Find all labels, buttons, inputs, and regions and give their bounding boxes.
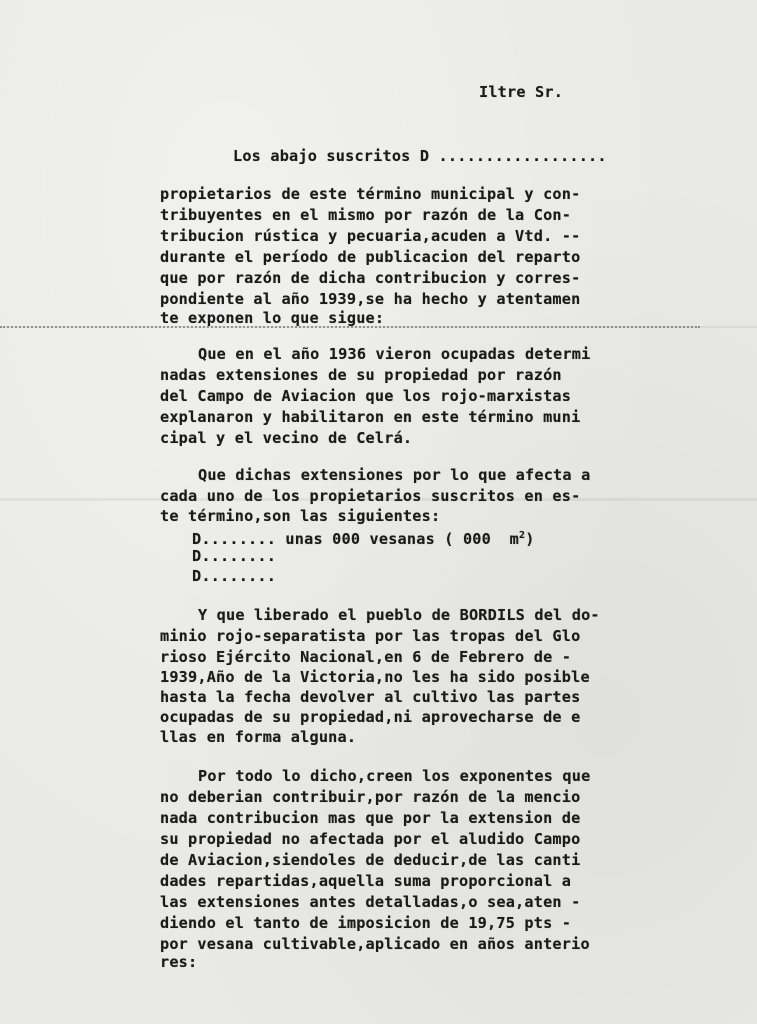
para2-item-2: D........ (192, 547, 277, 565)
para4-line-6: dades repartidas,aquella suma proporcional a (160, 872, 572, 890)
intro-line-5: durante el período de publicacion del reparto (160, 248, 581, 266)
para2-item-3: D........ (192, 567, 277, 585)
para4-line-2: no deberian contribuir,por razón de la mencio (160, 788, 581, 806)
para3-line-2: minio rojo-separatista por las tropas del Glo (160, 627, 581, 645)
intro-line-4: tribucion rústica y pecuaria,acuden a Vtd. -- (160, 227, 581, 245)
para3-line-4: 1939,Año de la Victoria,no les ha sido posible (160, 668, 590, 686)
para4-line-4: su propiedad no afectada por el aludido Campo (160, 830, 581, 848)
intro-line-6: que por razón de dicha contribucion y corres- (160, 269, 581, 287)
para3-line-5: hasta la fecha devolver al cultivo las partes (160, 688, 581, 706)
para4-line-8: diendo el tanto de imposicion de 19,75 pts - (160, 914, 572, 932)
intro-line-2: propietarios de este término municipal y con- (160, 185, 581, 203)
para4-line-10: res: (160, 953, 198, 971)
para2-line-3: te término,son las siguientes: (160, 507, 441, 525)
para2-item-1-close: ) (525, 530, 535, 548)
square-superscript: 2 (519, 530, 526, 541)
intro-line-7: pondiente al año 1939,se ha hecho y atentamen (160, 290, 581, 308)
para2-item-1-text: D........ unas 000 vesanas ( 000 m (192, 530, 520, 548)
para4-line-7: las extensiones antes detalladas,o sea,aten - (160, 893, 581, 911)
para3-line-6: ocupadas de su propiedad,ni aprovecharse de e (160, 708, 581, 726)
intro-line-8: te exponen lo que sigue: (160, 309, 385, 327)
para1-line-1: Que en el año 1936 vieron ocupadas determi (198, 345, 591, 363)
para3-line-7: llas en forma alguna. (160, 728, 357, 746)
para1-line-2: nadas extensiones de su propiedad por razón (160, 366, 562, 384)
para1-line-4: explanaron y habilitaron en este término muni (160, 408, 581, 426)
intro-line-1: Los abajo suscritos D .................. (233, 147, 607, 165)
para1-line-3: del Campo de Aviacion que los rojo-marxistas (160, 387, 572, 405)
para4-line-3: nada contribucion mas que por la extension de (160, 809, 581, 827)
intro-line-3: tribuyentes en el mismo por razón de la Con- (160, 206, 572, 224)
para4-line-5: de Aviacion,siendoles de deducir,de las canti (160, 851, 581, 869)
salutation: Iltre Sr. (479, 83, 564, 101)
para2-line-2: cada uno de los propietarios suscritos en es- (160, 487, 581, 505)
para3-line-3: rioso Ejército Nacional,en 6 de Febrero de - (160, 648, 572, 666)
para4-line-9: por vesana cultivable,aplicado en años anterio (160, 935, 590, 953)
para3-line-1: Y que liberado el pueblo de BORDILS del do- (198, 606, 600, 624)
para4-line-1: Por todo lo dicho,creen los exponentes que (198, 767, 591, 785)
para1-line-5: cipal y el vecino de Celrá. (160, 429, 413, 447)
para2-line-1: Que dichas extensiones por lo que afecta a (198, 466, 591, 484)
